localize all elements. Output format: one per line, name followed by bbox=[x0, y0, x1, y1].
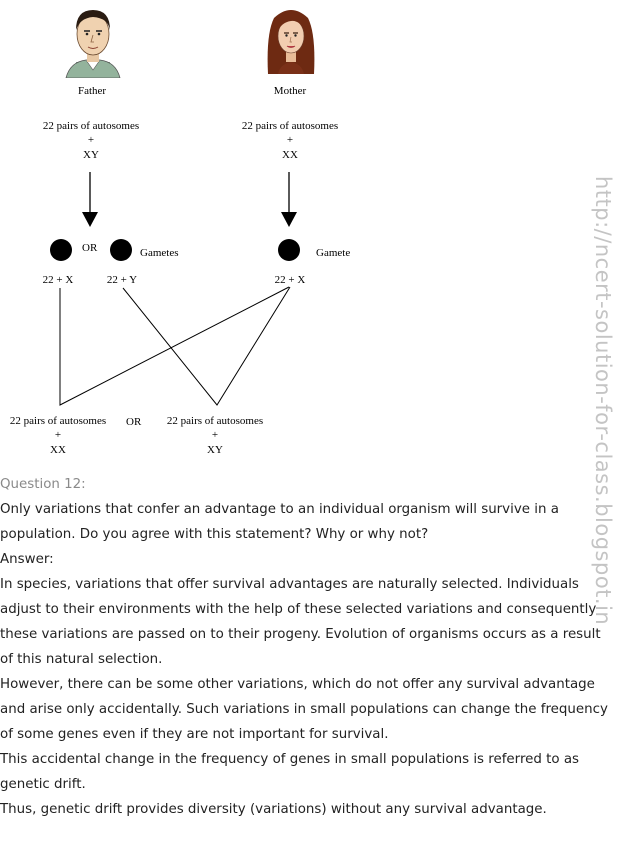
cross-line-xy bbox=[123, 287, 290, 405]
mother-gamete-label: 22 + X bbox=[274, 274, 306, 286]
mother-gamete-dot bbox=[278, 239, 300, 261]
mother-chromosomes-line1: 22 pairs of autosomes bbox=[241, 120, 339, 132]
mother-chromosomes-line3: XX bbox=[282, 149, 298, 161]
father-chromosomes-line2: + bbox=[87, 134, 95, 146]
answer-paragraph-2: However, there can be some other variations, which do not offer any survival advantage and arise only accidentally. Such variations in small populations can change the frequency of some genes even if they are not important for survival. bbox=[0, 677, 608, 742]
offspring-or-label: OR bbox=[126, 416, 142, 428]
offspring-1-line2: + bbox=[54, 429, 62, 441]
father-chromosomes-line1: 22 pairs of autosomes bbox=[42, 120, 140, 132]
gamete-label: Gamete bbox=[316, 247, 351, 259]
offspring-1-line1: 22 pairs of autosomes bbox=[9, 415, 107, 427]
offspring-2-line2: + bbox=[211, 429, 219, 441]
mother-chromosomes-line2: + bbox=[286, 134, 294, 146]
father-gamete-2-label: 22 + Y bbox=[106, 274, 138, 286]
offspring-2-line3: XY bbox=[207, 444, 223, 456]
offspring-2-line1: 22 pairs of autosomes bbox=[166, 415, 264, 427]
watermark-url: http://ncert-solution-for-class.blogspot.in bbox=[591, 176, 615, 626]
answer-paragraph-4: Thus, genetic drift provides diversity (variations) without any survival advantage. bbox=[0, 802, 547, 817]
father-label: Father bbox=[77, 85, 107, 97]
question-answer-block bbox=[0, 472, 612, 822]
father-gamete-2-dot bbox=[110, 239, 132, 261]
father-arrow-head bbox=[82, 212, 98, 227]
gametes-label: Gametes bbox=[140, 247, 179, 259]
answer-label: Answer: bbox=[0, 552, 54, 567]
answer-paragraph-1: In species, variations that offer survival advantages are naturally selected. Individuals adjust to their environments with the help of these selected variations and consequently these variations are passed on to their progeny. Evolution of organisms occurs as a result of this natural selection. bbox=[0, 577, 601, 667]
question-text: Only variations that confer an advantage to an individual organism will survive in a population. Do you agree with this statement? Why or why not? bbox=[0, 502, 559, 542]
father-chromosomes-line3: XY bbox=[83, 149, 99, 161]
mother-arrow-head bbox=[281, 212, 297, 227]
father-gamete-1-dot bbox=[50, 239, 72, 261]
father-gamete-1-label: 22 + X bbox=[42, 274, 74, 286]
gametes-or-label: OR bbox=[82, 242, 98, 254]
mother-label: Mother bbox=[273, 85, 307, 97]
question-label: Question 12: bbox=[0, 477, 86, 492]
answer-paragraph-3: This accidental change in the frequency of genes in small populations is referred to as genetic drift. bbox=[0, 752, 580, 792]
cross-line-xx bbox=[60, 287, 289, 405]
offspring-1-line3: XX bbox=[50, 444, 66, 456]
